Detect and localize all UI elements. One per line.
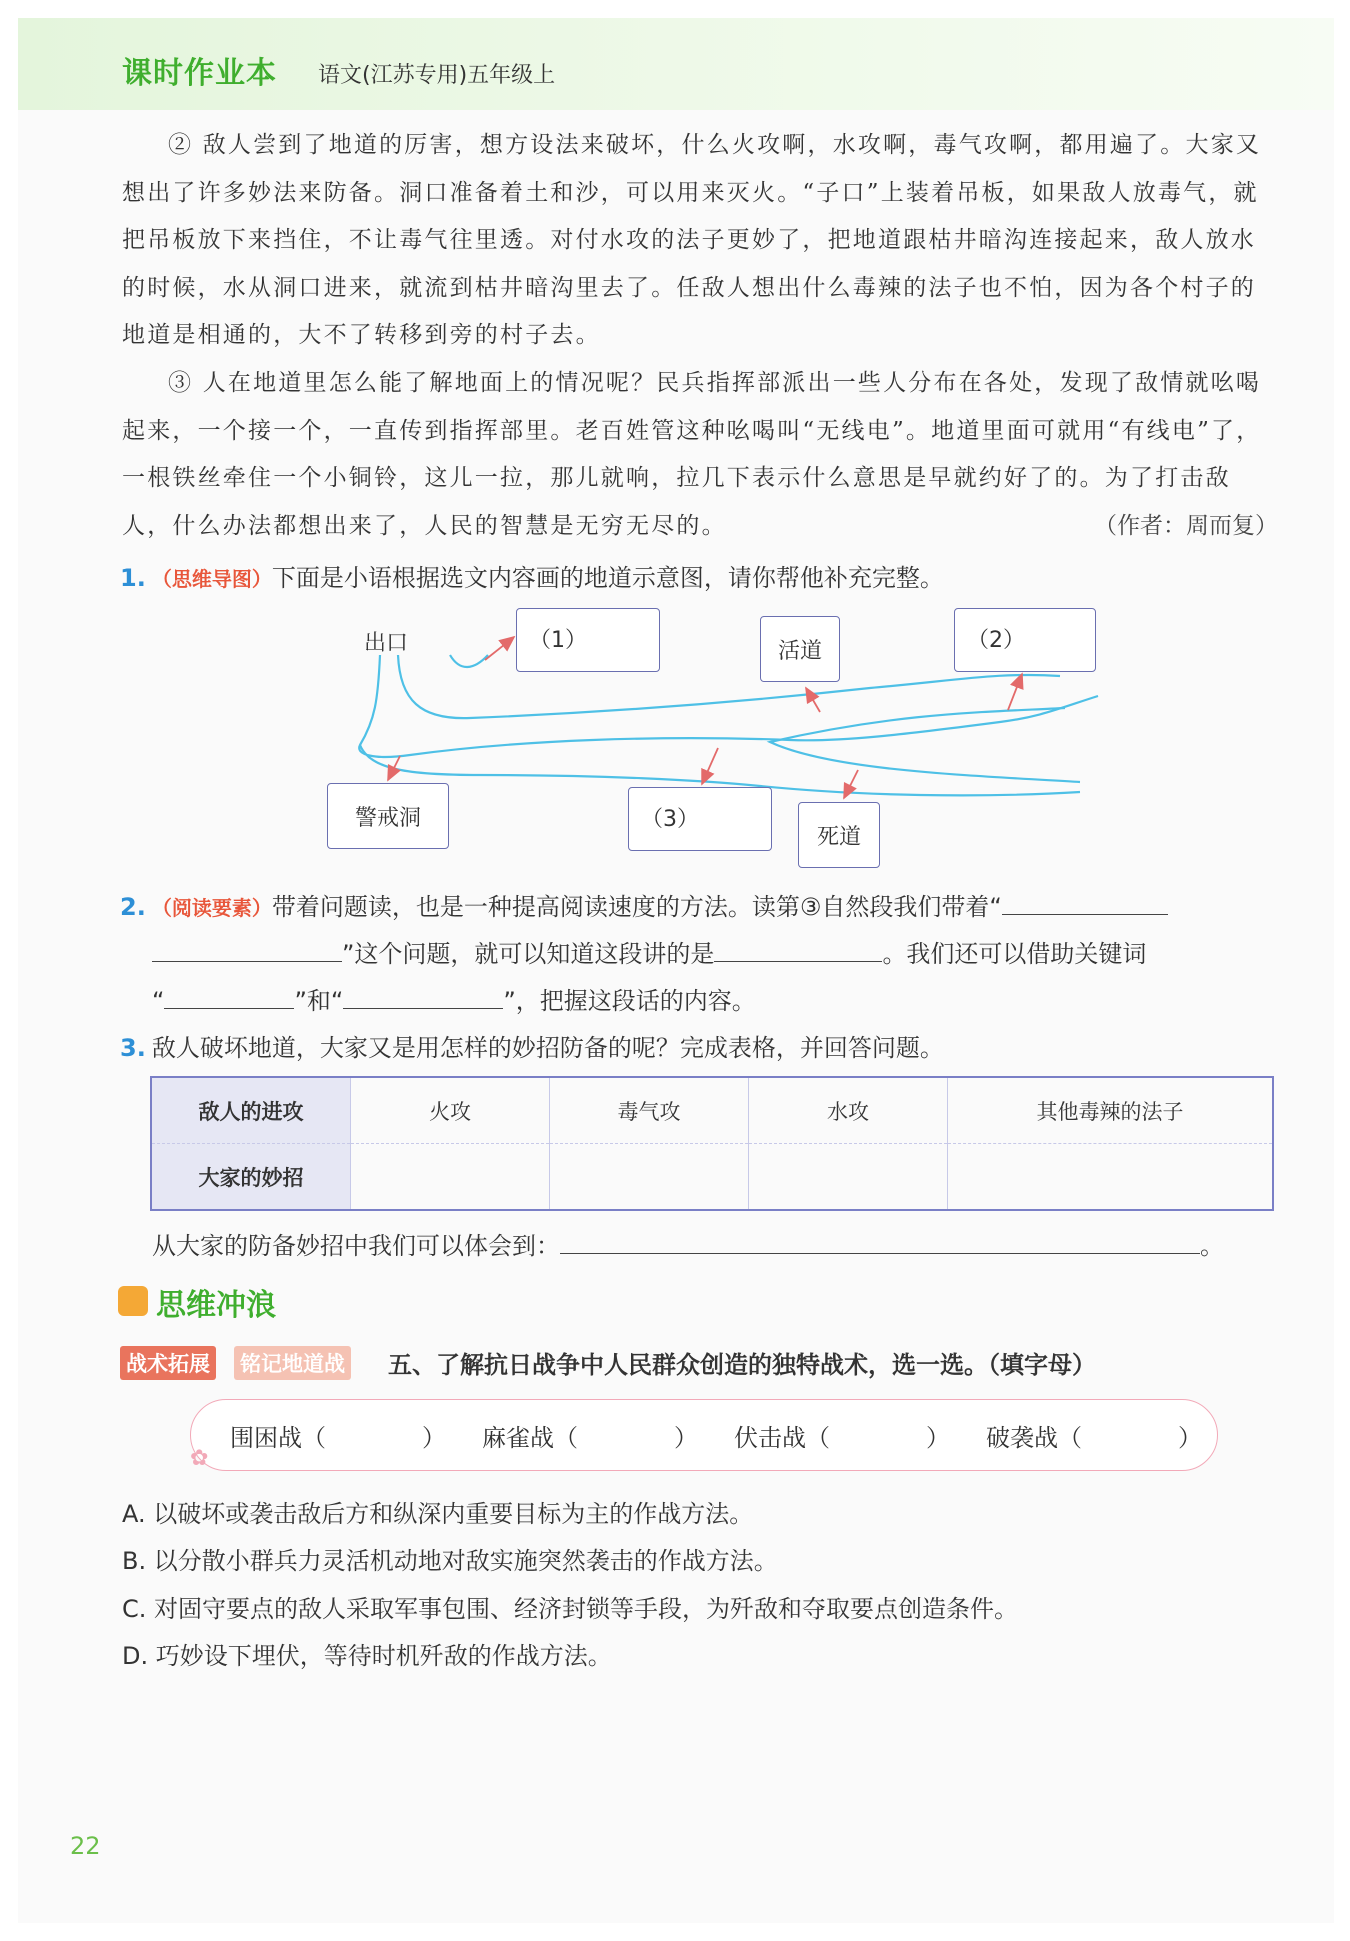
diagram-label-exit: 出口 xyxy=(364,631,409,656)
question-2-line-3 xyxy=(152,981,756,1016)
diagram-box-3[interactable]: （3） xyxy=(628,787,772,851)
diagram-box-1[interactable]: （1） xyxy=(516,608,660,672)
tunnel-exit-curl xyxy=(450,655,488,667)
tag-remember: 铭记地道战 xyxy=(234,1346,351,1380)
choice-d: D. 巧妙设下埋伏，等待时机歼敌的作战方法。 xyxy=(122,1642,612,1670)
paw-icon: ✿ xyxy=(190,1446,209,1471)
answer-blank[interactable] xyxy=(560,1229,1200,1254)
question-text: 。我们还可以借助关键词 xyxy=(882,940,1147,968)
choice-c: C. 对固守要点的敌人采取军事包围、经济封锁等手段，为歼敌和夺取要点创造条件。 xyxy=(122,1595,1019,1623)
table-cell: 水攻 xyxy=(749,1077,948,1144)
option-weikun[interactable]: 围困战（ ） xyxy=(230,1424,446,1452)
section-title: 思维冲浪 xyxy=(156,1288,276,1323)
question-5: 五、了解抗日战争中人民群众创造的独特战术，选一选。（填字母） xyxy=(388,1351,1096,1379)
option-fuji[interactable]: 伏击战（ ） xyxy=(734,1424,950,1452)
option-poxi[interactable]: 破袭战（ ） xyxy=(986,1424,1202,1452)
table-row xyxy=(151,1077,1273,1144)
answer-blank[interactable] xyxy=(714,937,882,962)
choice-a: A. 以破坏或袭击敌后方和纵深内重要目标为主的作战方法。 xyxy=(122,1500,754,1528)
book-title: 课时作业本 xyxy=(122,56,277,91)
tunnel-branch xyxy=(770,708,1080,782)
choice-b: B. 以分散小群兵力灵活机动地对敌实施突然袭击的作战方法。 xyxy=(122,1547,778,1575)
question-tag: （阅读要素） xyxy=(151,896,272,920)
question-number: 3. xyxy=(120,1034,146,1062)
quote-open: “ xyxy=(152,987,165,1015)
question-text: 敌人破坏地道，大家又是用怎样的妙招防备的呢？完成表格，并回答问题。 xyxy=(151,1034,944,1062)
book-subtitle: 语文(江苏专用)五年级上 xyxy=(318,63,556,88)
answer-blank[interactable] xyxy=(1002,890,1168,915)
tunnel-diagram xyxy=(0,0,1350,880)
answer-cell[interactable] xyxy=(749,1144,948,1211)
answer-cell[interactable] xyxy=(948,1144,1274,1211)
row-header-attack: 敌人的进攻 xyxy=(151,1077,351,1144)
diagram-box-sidao: 死道 xyxy=(798,802,880,868)
table-row xyxy=(151,1144,1273,1211)
question-2-line-2 xyxy=(152,934,1146,969)
diagram-box-huodao: 活道 xyxy=(760,616,840,682)
question-tag: （思维导图） xyxy=(151,567,272,591)
passage-author: （作者：周而复） xyxy=(1094,513,1278,539)
question-3-conclusion xyxy=(152,1226,1224,1261)
table-cell: 其他毒辣的法子 xyxy=(948,1077,1274,1144)
passage-paragraph-2: ② 敌人尝到了地道的厉害，想方设法来破坏，什么火攻啊，水攻啊，毒气攻啊，都用遍了。大家又想出了许多妙法来防备。洞口准备着土和沙，可以用来灭火。“子口”上装着吊板，如果敌人放毒气，就把吊板放下来挡住，不让毒气往里透。对付水攻的法子更妙了，把地道跟枯井暗沟连接起来，敌人放水的时候，水从洞口进来，就流到枯井暗沟里去了。任敌人想出什么毒辣的法子也不怕，因为各个村子的地道是相通的，大不了转移到旁的村子去。 xyxy=(122,132,1262,348)
question-3 xyxy=(120,1028,944,1063)
question-number: 1. xyxy=(120,564,146,592)
passage-paragraph-3: ③ 人在地道里怎么能了解地面上的情况呢？民兵指挥部派出一些人分布在各处，发现了敌情就吆喝起来，一个接一个，一直传到指挥部里。老百姓管这种吆喝叫“无线电”。地道里面可就用“有线电”了，一根铁丝牵住一个小铜铃，这儿一拉，那儿就响，拉几下表示什么意思是早就约好了的。为了打击敌人，什么办法都想出来了，人民的智慧是无穷无尽的。 xyxy=(122,370,1262,539)
question-text: 下面是小语根据选文内容画的地道示意图，请你帮他补充完整。 xyxy=(271,564,944,592)
wave-icon xyxy=(118,1286,148,1316)
question-2-line-1 xyxy=(120,887,1168,922)
answer-blank[interactable] xyxy=(152,937,342,962)
conclusion-end: 。 xyxy=(1200,1232,1224,1260)
page-number: 22 xyxy=(70,1832,101,1860)
option-maque[interactable]: 麻雀战（ ） xyxy=(482,1424,698,1452)
diagram-box-jingjie: 警戒洞 xyxy=(327,783,449,849)
question-text: 带着问题读，也是一种提高阅读速度的方法。读第③自然段我们带着“ xyxy=(271,893,1002,921)
table-cell: 毒气攻 xyxy=(550,1077,749,1144)
answer-cell[interactable] xyxy=(550,1144,749,1211)
answer-cell[interactable] xyxy=(351,1144,550,1211)
conclusion-text: 从大家的防备妙招中我们可以体会到： xyxy=(152,1232,560,1260)
defense-table xyxy=(150,1076,1274,1211)
table-cell: 火攻 xyxy=(351,1077,550,1144)
answer-blank[interactable] xyxy=(164,984,294,1009)
tag-tactics: 战术拓展 xyxy=(120,1346,216,1380)
question-number: 2. xyxy=(120,893,146,921)
question-text: ”和“ xyxy=(294,987,344,1015)
question-text: ”，把握这段话的内容。 xyxy=(503,987,756,1015)
row-header-defense: 大家的妙招 xyxy=(151,1144,351,1211)
diagram-box-2[interactable]: （2） xyxy=(954,608,1096,672)
answer-blank[interactable] xyxy=(343,984,503,1009)
question-text: ”这个问题，就可以知道这段讲的是 xyxy=(342,940,715,968)
